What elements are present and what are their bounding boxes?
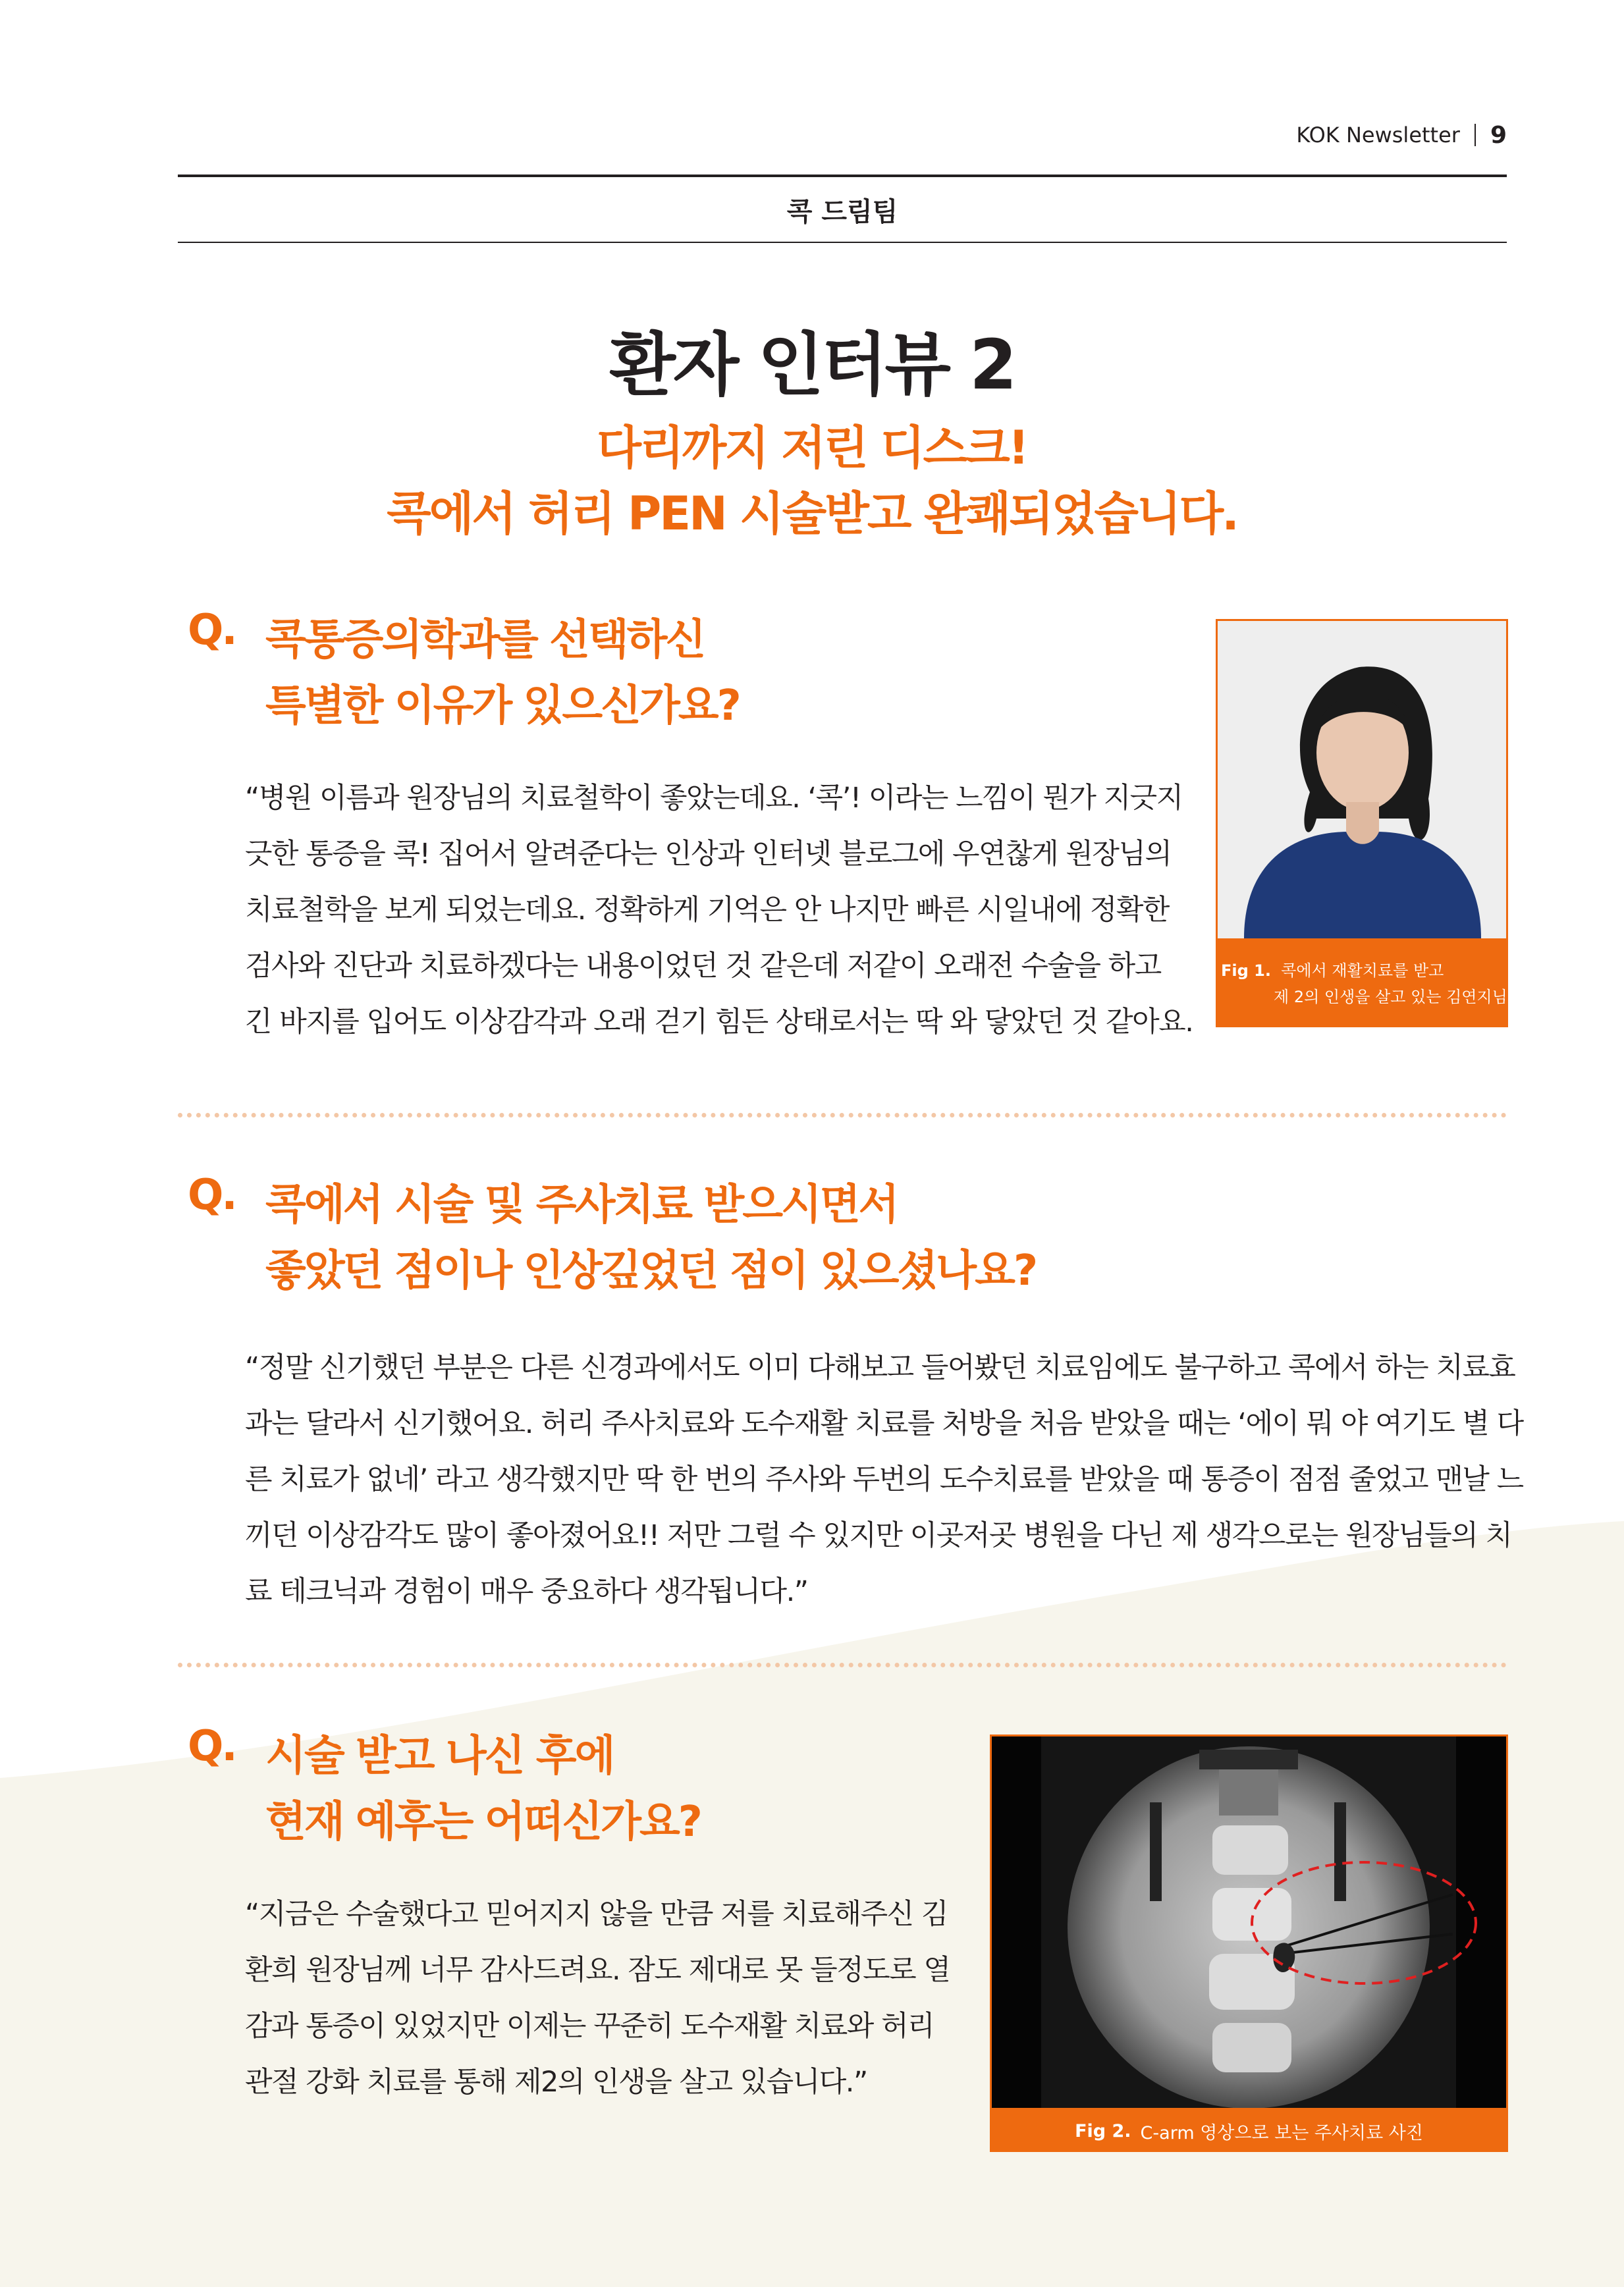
answer-1	[245, 770, 1193, 1050]
answer-line: “병원 이름과 원장님의 치료철학이 좋았는데요. ‘콕’! 이라는 느낌이 뭔가 지긋지	[245, 782, 1183, 815]
figure-1-caption	[1216, 940, 1508, 1027]
answer-line: 끼던 이상감각도 많이 좋아졌어요!! 저만 그럴 수 있지만 이곳저곳 병원을 다닌 제 생각으로는 원장님들의 치	[245, 1519, 1512, 1552]
answer-2	[245, 1340, 1523, 1620]
newsletter-name: KOK Newsletter	[1296, 122, 1460, 148]
page-number: 9	[1490, 121, 1507, 149]
question-line: 현재 예후는 어떠신가요?	[265, 1798, 701, 1846]
header-divider	[1475, 124, 1476, 146]
answer-line: 과는 달라서 신기했어요. 허리 주사치료와 도수재활 치료를 처방을 처음 받았을 때는 ‘에이 뭐 야 여기도 별 다	[245, 1407, 1523, 1440]
question-line: 특별한 이유가 있으신가요?	[265, 682, 740, 730]
dotted-divider	[178, 1663, 1507, 1667]
page-header	[1296, 117, 1507, 153]
answer-3	[245, 1887, 950, 2111]
question-line: 좋았던 점이나 인상깊었던 점이 있으셨나요?	[265, 1247, 1037, 1295]
answer-line: 긋한 통증을 콕! 집어서 알려준다는 인상과 인터넷 블로그에 우연찮게 원장님의	[245, 838, 1172, 871]
subtitle-line: 다리까지 저린 디스크!	[597, 421, 1027, 475]
patient-portrait-image	[1218, 621, 1506, 938]
question-line: 콕통증의학과를 선택하신	[265, 616, 705, 664]
answer-line: 감과 통증이 있었지만 이제는 꾸준히 도수재활 치료와 허리	[245, 2010, 934, 2043]
page-subtitle	[0, 415, 1624, 547]
subtitle-line: 콕에서 허리 PEN 시술받고 완쾌되었습니다.	[387, 487, 1237, 541]
answer-line: 긴 바지를 입어도 이상감각과 오래 걷기 힘든 상태로서는 딱 와 닿았던 것 같아요.	[245, 1006, 1193, 1038]
page-title: 환자 인터뷰 2	[609, 325, 1015, 405]
dotted-divider	[178, 1113, 1507, 1117]
xray-figure	[990, 1735, 1508, 2110]
question-line: 시술 받고 나신 후에	[265, 1732, 614, 1781]
figure-label: Fig 1.	[1221, 961, 1271, 980]
answer-line: “정말 신기했던 부분은 다른 신경과에서도 이미 다해보고 들어봤던 치료임에도 불구하고 콕에서 하는 치료효	[245, 1351, 1515, 1384]
section-label: 콕 드림팀	[178, 175, 1507, 243]
answer-line: 른 치료가 없네’ 라고 생각했지만 딱 한 번의 주사와 두번의 도수치료를 받았을 때 통증이 점점 줄었고 맨날 느	[245, 1463, 1523, 1496]
figure-label: Fig 2.	[1075, 2120, 1131, 2141]
caption-line: 제 2의 인생을 살고 있는 김연지님	[1274, 988, 1507, 1006]
patient-photo	[1216, 619, 1508, 940]
answer-line: 치료철학을 보게 되었는데요. 정확하게 기억은 안 나지만 빠른 시일내에 정확한	[245, 894, 1169, 927]
caption-line: 콕에서 재활치료를 받고	[1281, 961, 1444, 980]
question-mark: Q.	[188, 1171, 236, 1220]
question-mark: Q.	[188, 1722, 236, 1771]
answer-line: “지금은 수술했다고 믿어지지 않을 만큼 저를 치료해주신 김	[245, 1898, 948, 1931]
answer-line: 료 테크닉과 경험이 매우 중요하다 생각됩니다.”	[245, 1575, 808, 1608]
caption-text: C-arm 영상으로 보는 주사치료 사진	[1140, 2122, 1423, 2143]
figure-2-caption	[990, 2110, 1508, 2152]
answer-line: 환희 원장님께 너무 감사드려요. 잠도 제대로 못 들정도로 열	[245, 1954, 950, 1987]
answer-line: 관절 강화 치료를 통해 제2의 인생을 살고 있습니다.”	[245, 2066, 867, 2099]
answer-line: 검사와 진단과 치료하겠다는 내용이었던 것 같은데 저같이 오래전 수술을 하고	[245, 950, 1161, 982]
c-arm-xray-image	[992, 1736, 1506, 2108]
question-mark: Q.	[188, 606, 236, 655]
question-line: 콕에서 시술 및 주사치료 받으시면서	[265, 1181, 898, 1229]
